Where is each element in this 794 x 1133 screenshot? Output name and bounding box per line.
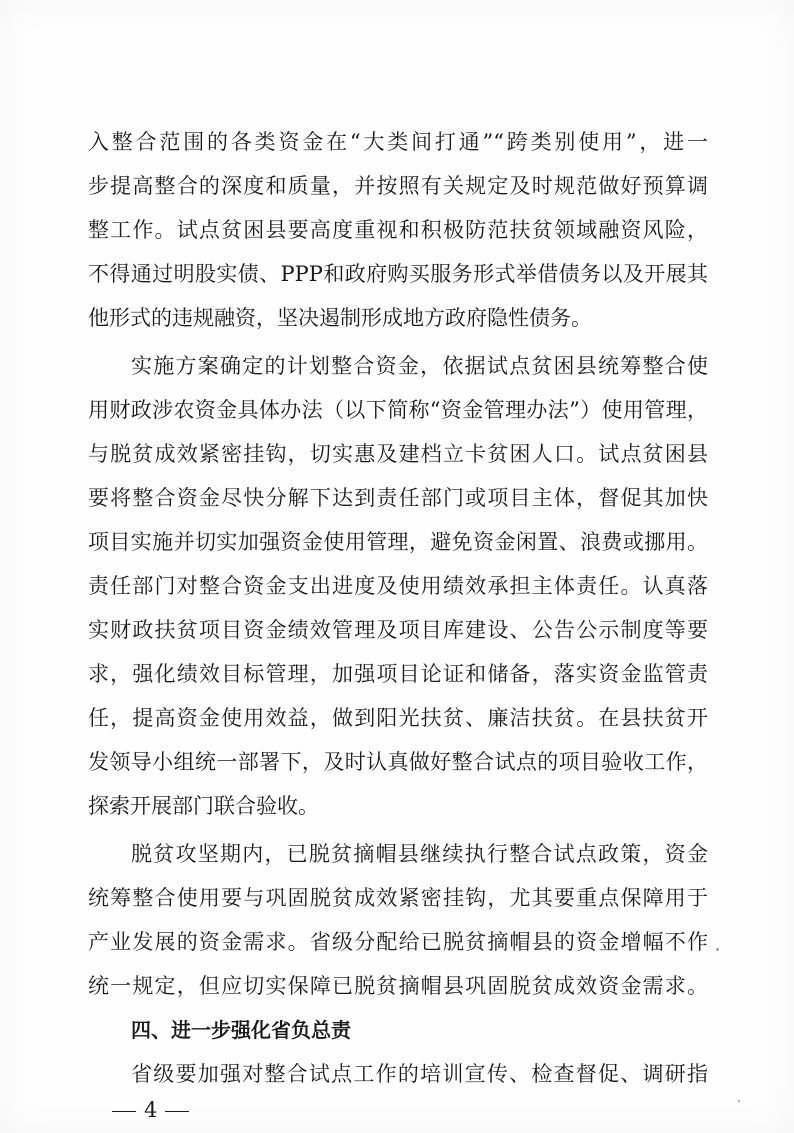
body-line-13: 求，强化绩效目标管理，加强项目论证和储备，落实资金监管责 bbox=[88, 662, 708, 686]
body-line-17: 脱贫攻坚期内，已脱贫摘帽县继续执行整合试点政策，资金 bbox=[131, 842, 708, 866]
body-line-18: 统筹整合使用要与巩固脱贫成效紧密挂钩，尤其要重点保障用于 bbox=[88, 886, 708, 910]
body-line-19: 产业发展的资金需求。省级分配给已脱贫摘帽县的资金增幅不作 bbox=[88, 930, 708, 954]
body-line-20: 统一规定，但应切实保障已脱贫摘帽县巩固脱贫成效资金需求。 bbox=[88, 974, 708, 998]
page-number-value: 4 bbox=[144, 1098, 158, 1122]
body-line-7: 用财政涉农资金具体办法（以下简称“资金管理办法”）使用管理， bbox=[88, 398, 708, 422]
scan-speck bbox=[716, 948, 719, 951]
body-line-4: 不得通过明股实债、PPP和政府购买服务形式举借债务以及开展其 bbox=[88, 262, 708, 286]
body-line-16: 探索开展部门联合验收。 bbox=[88, 794, 319, 818]
body-line-3: 整工作。试点贫困县要高度重视和积极防范扶贫领域融资风险， bbox=[88, 218, 708, 242]
body-line-22: 省级要加强对整合试点工作的培训宣传、检查督促、调研指 bbox=[131, 1062, 708, 1086]
scan-speck bbox=[738, 1100, 740, 1102]
page-number-dash-left bbox=[112, 1111, 136, 1113]
body-line-1: 入整合范围的各类资金在“大类间打通”“跨类别使用”，进一 bbox=[88, 130, 708, 154]
body-line-9: 要将整合资金尽快分解下达到责任部门或项目主体，督促其加快 bbox=[88, 486, 708, 510]
body-line-10: 项目实施并切实加强资金使用管理，避免资金闲置、浪费或挪用。 bbox=[88, 530, 708, 554]
body-line-6: 实施方案确定的计划整合资金，依据试点贫困县统筹整合使 bbox=[131, 354, 708, 378]
body-line-14: 任，提高资金使用效益，做到阳光扶贫、廉洁扶贫。在县扶贫开 bbox=[88, 706, 708, 730]
body-line-12: 实财政扶贫项目资金绩效管理及项目库建设、公告公示制度等要 bbox=[88, 618, 708, 642]
body-line-5: 他形式的违规融资，坚决遏制形成地方政府隐性债务。 bbox=[88, 306, 592, 330]
page-number bbox=[104, 1090, 197, 1130]
body-line-11: 责任部门对整合资金支出进度及使用绩效承担主体责任。认真落 bbox=[88, 574, 708, 598]
body-line-2: 步提高整合的深度和质量，并按照有关规定及时规范做好预算调 bbox=[88, 174, 708, 198]
body-line-15: 发领导小组统一部署下，及时认真做好整合试点的项目验收工作， bbox=[88, 750, 708, 774]
section-heading: 四、进一步强化省负总责 bbox=[131, 1018, 351, 1042]
body-line-8: 与脱贫成效紧密挂钩，切实惠及建档立卡贫困人口。试点贫困县 bbox=[88, 442, 708, 466]
page-number-dash-right bbox=[165, 1111, 189, 1113]
